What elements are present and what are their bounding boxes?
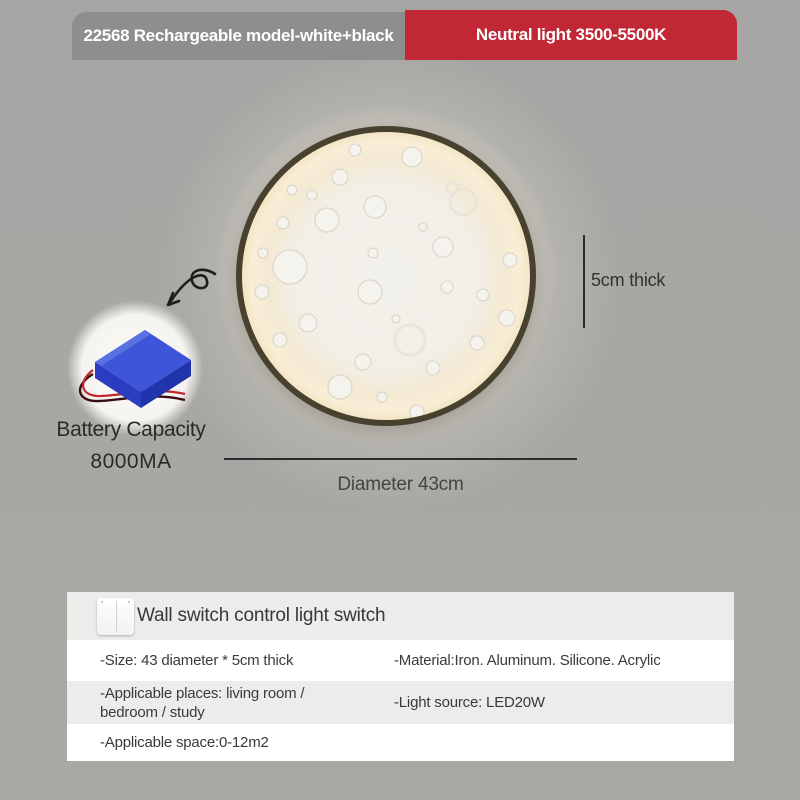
specs-table bbox=[67, 640, 734, 761]
battery-capacity-value: 8000MA bbox=[90, 450, 172, 473]
spec-applicable-space: -Applicable space:0-12m2 bbox=[100, 734, 269, 751]
battery-photo bbox=[65, 298, 205, 438]
spec-size: -Size: 43 diameter * 5cm thick bbox=[100, 652, 294, 669]
spec-row-space bbox=[67, 724, 734, 761]
specs-card bbox=[67, 592, 734, 761]
wall-switch-icon bbox=[97, 598, 134, 635]
lamp-image bbox=[236, 126, 536, 426]
specs-card-title: Wall switch control light switch bbox=[137, 605, 386, 626]
spec-light-source: -Light source: LED20W bbox=[394, 694, 545, 711]
model-banner: 22568 Rechargeable model-white+black bbox=[72, 12, 405, 60]
battery-capacity-label: Battery Capacity bbox=[56, 418, 206, 441]
spec-row-size-material bbox=[67, 640, 734, 681]
spec-material: -Material:Iron. Aluminum. Silicone. Acrylic bbox=[394, 652, 661, 669]
spec-row-places-light bbox=[67, 681, 734, 724]
diameter-dimension-line bbox=[224, 458, 577, 460]
spec-applicable-places: -Applicable places: living room / bedroom / study bbox=[100, 684, 305, 721]
color-temp-banner: Neutral light 3500-5500K bbox=[405, 10, 737, 60]
thickness-dimension-line bbox=[583, 235, 585, 328]
specs-card-header bbox=[67, 592, 734, 640]
thickness-label: 5cm thick bbox=[591, 270, 666, 290]
diameter-label: Diameter 43cm bbox=[337, 474, 464, 495]
